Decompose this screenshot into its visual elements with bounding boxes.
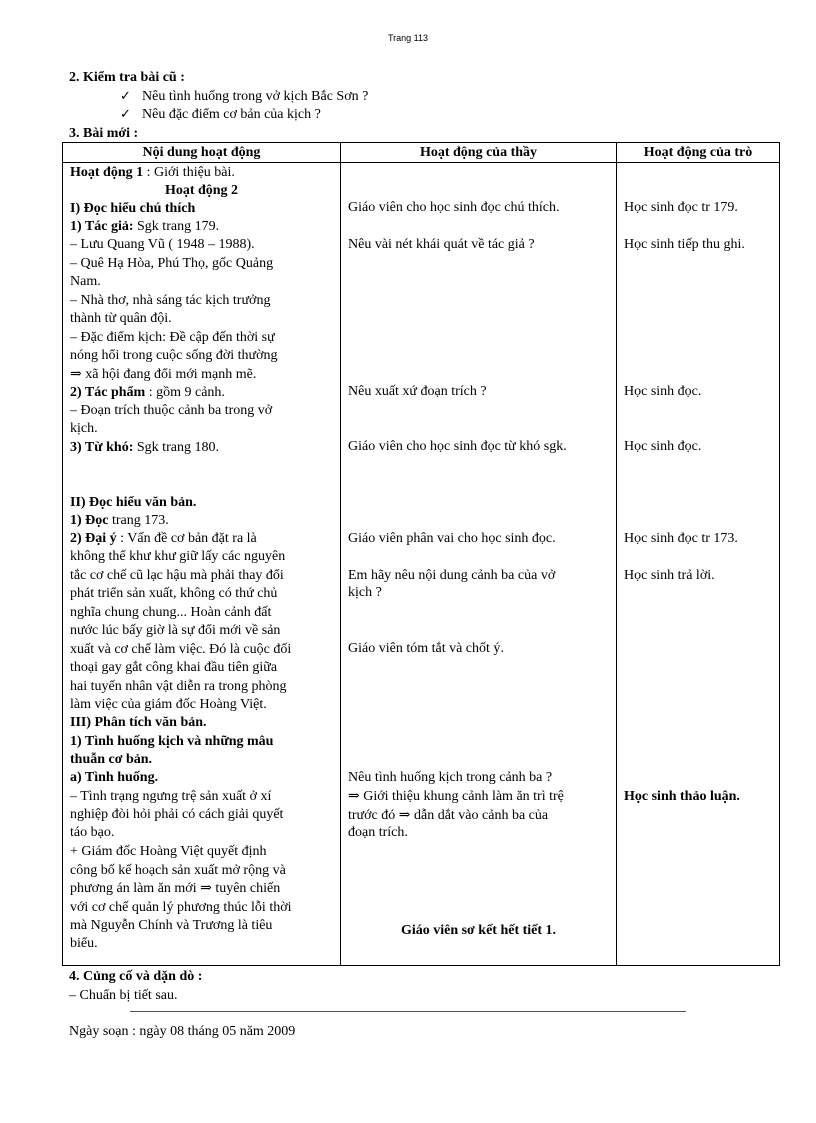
content-line: kịch. xyxy=(70,421,98,436)
content-line: 1) Tình huống kịch và những mâu xyxy=(70,734,274,749)
checkmark-icon: ✓ xyxy=(120,107,131,122)
section-3-heading: 3. Bài mới : xyxy=(69,126,139,141)
content-line: – Nhà thơ, nhà sáng tác kịch trưởng xyxy=(70,293,271,308)
teacher-line: Giáo viên phân vai cho học sinh đọc. xyxy=(348,531,556,546)
content-line: ⇒ xã hội đang đổi mới mạnh mẽ. xyxy=(70,367,257,382)
teacher-line: ⇒ Giới thiệu khung cảnh làm ăn trì trệ xyxy=(348,789,564,804)
table-body-row xyxy=(63,163,780,966)
student-line: Học sinh trả lời. xyxy=(624,568,715,583)
content-line: 2) Đại ý : Vấn đề cơ bản đặt ra là xyxy=(70,531,257,546)
table-header-row xyxy=(63,143,780,163)
content-column xyxy=(63,163,340,965)
content-line: công bố kế hoạch sản xuất mở rộng và xyxy=(70,863,286,878)
lesson-table xyxy=(62,142,780,966)
student-line: Học sinh đọc. xyxy=(624,384,702,399)
content-line: mà Nguyễn Chính và Trương là tiêu xyxy=(70,918,273,933)
student-line: Học sinh đọc tr 173. xyxy=(624,531,738,546)
question-2: ✓ Nêu đặc điểm cơ bản của kịch ? xyxy=(120,107,321,122)
page-header: Trang 113 xyxy=(387,33,429,43)
content-line: phương án làm ăn mới ⇒ tuyên chiến xyxy=(70,881,281,896)
content-line: phát triển sản xuất, không có thứ chủ xyxy=(70,586,278,601)
checkmark-icon: ✓ xyxy=(120,89,131,104)
student-line: Học sinh đọc. xyxy=(624,439,702,454)
header-student: Hoạt động của trò xyxy=(617,143,780,163)
content-line: thuẫn cơ bản. xyxy=(70,752,153,767)
question-1: ✓ Nêu tình huống trong vở kịch Bắc Sơn ? xyxy=(120,89,369,104)
section-4-heading: 4. Củng cố và dặn dò : xyxy=(69,969,203,984)
content-line: II) Đọc hiểu văn bản. xyxy=(70,495,197,510)
header-teacher: Hoạt động của thầy xyxy=(341,143,617,163)
content-line: hai tuyến nhân vật diễn ra trong phòng xyxy=(70,679,287,694)
teacher-line: Giáo viên sơ kết hết tiết 1. xyxy=(400,923,557,938)
content-line: không thể khư khư giữ lấy các nguyên xyxy=(70,549,286,564)
content-line: Hoạt động 2 xyxy=(164,183,239,198)
teacher-line: trước đó ⇒ dẫn dắt vào cảnh ba của xyxy=(348,808,549,823)
teacher-line: Nêu xuất xứ đoạn trích ? xyxy=(348,384,487,399)
content-line: nước lúc bấy giờ là sự đổi mới về sản xyxy=(70,623,281,638)
student-line: Học sinh tiếp thu ghi. xyxy=(624,237,745,252)
content-line: xuất và cơ chế làm việc. Đó là cuộc đối xyxy=(70,642,292,657)
prepare-item: – Chuẩn bị tiết sau. xyxy=(69,988,178,1003)
teacher-line: Em hãy nêu nội dung cảnh ba của vở xyxy=(348,568,556,583)
header-content: Nội dung hoạt động xyxy=(63,143,341,163)
content-line: nghĩa chung chung... Hoàn cảnh đất xyxy=(70,605,272,620)
content-line: với cơ chế quản lý phương thúc lỗi thời xyxy=(70,900,292,915)
teacher-line: Nêu tình huống kịch trong cảnh ba ? xyxy=(348,770,553,785)
content-line: – Đặc điểm kịch: Đề cập đến thời sự xyxy=(70,330,275,345)
student-line: Học sinh thảo luận. xyxy=(624,789,740,804)
divider xyxy=(130,1011,686,1012)
teacher-line: đoạn trích. xyxy=(348,825,408,840)
content-line: – Tình trạng ngưng trệ sản xuất ở xí xyxy=(70,789,272,804)
content-line: a) Tình huống. xyxy=(70,770,159,785)
content-line: táo bạo. xyxy=(70,825,115,840)
teacher-line: Giáo viên cho học sinh đọc từ khó sgk. xyxy=(348,439,567,454)
date-line: Ngày soạn : ngày 08 tháng 05 năm 2009 xyxy=(69,1024,296,1039)
content-line: nóng hổi trong cuộc sống đời thường xyxy=(70,348,278,363)
teacher-line: Nêu vài nét khái quát về tác giả ? xyxy=(348,237,535,252)
content-line: 3) Từ khó: Sgk trang 180. xyxy=(70,440,219,455)
content-line: Hoạt động 1 : Giới thiệu bài. xyxy=(70,165,235,180)
content-line: làm việc của giám đốc Hoàng Việt. xyxy=(70,697,267,712)
content-line: III) Phân tích văn bản. xyxy=(70,715,207,730)
content-line: I) Đọc hiểu chú thích xyxy=(70,201,196,216)
content-line: 1) Đọc trang 173. xyxy=(70,513,169,528)
content-line: 1) Tác giả: Sgk trang 179. xyxy=(70,219,220,234)
section-2-heading: 2. Kiểm tra bài cũ : xyxy=(69,70,185,85)
content-line: thoại gay gắt công khai đầu tiên giữa xyxy=(70,660,278,675)
content-line: nghiệp đòi hỏi phải có cách giải quyết xyxy=(70,807,284,822)
teacher-column xyxy=(341,163,616,965)
student-column xyxy=(617,163,779,965)
teacher-line: kịch ? xyxy=(348,585,382,600)
teacher-line: Giáo viên cho học sinh đọc chú thích. xyxy=(348,200,560,215)
content-line: – Quê Hạ Hòa, Phú Thọ, gốc Quảng xyxy=(70,256,274,271)
content-line: thành từ quân đội. xyxy=(70,311,172,326)
content-line: biểu. xyxy=(70,936,98,951)
teacher-line: Giáo viên tóm tắt và chốt ý. xyxy=(348,641,504,656)
student-line: Học sinh đọc tr 179. xyxy=(624,200,738,215)
content-line: + Giám đốc Hoàng Việt quyết định xyxy=(70,844,267,859)
content-line: – Đoạn trích thuộc cảnh ba trong vở xyxy=(70,403,273,418)
content-line: Nam. xyxy=(70,274,101,289)
content-line: tắc cơ chế cũ lạc hậu mà phải thay đổi xyxy=(70,568,284,583)
content-line: – Lưu Quang Vũ ( 1948 – 1988). xyxy=(70,237,255,252)
content-line: 2) Tác phẩm : gồm 9 cảnh. xyxy=(70,385,225,400)
